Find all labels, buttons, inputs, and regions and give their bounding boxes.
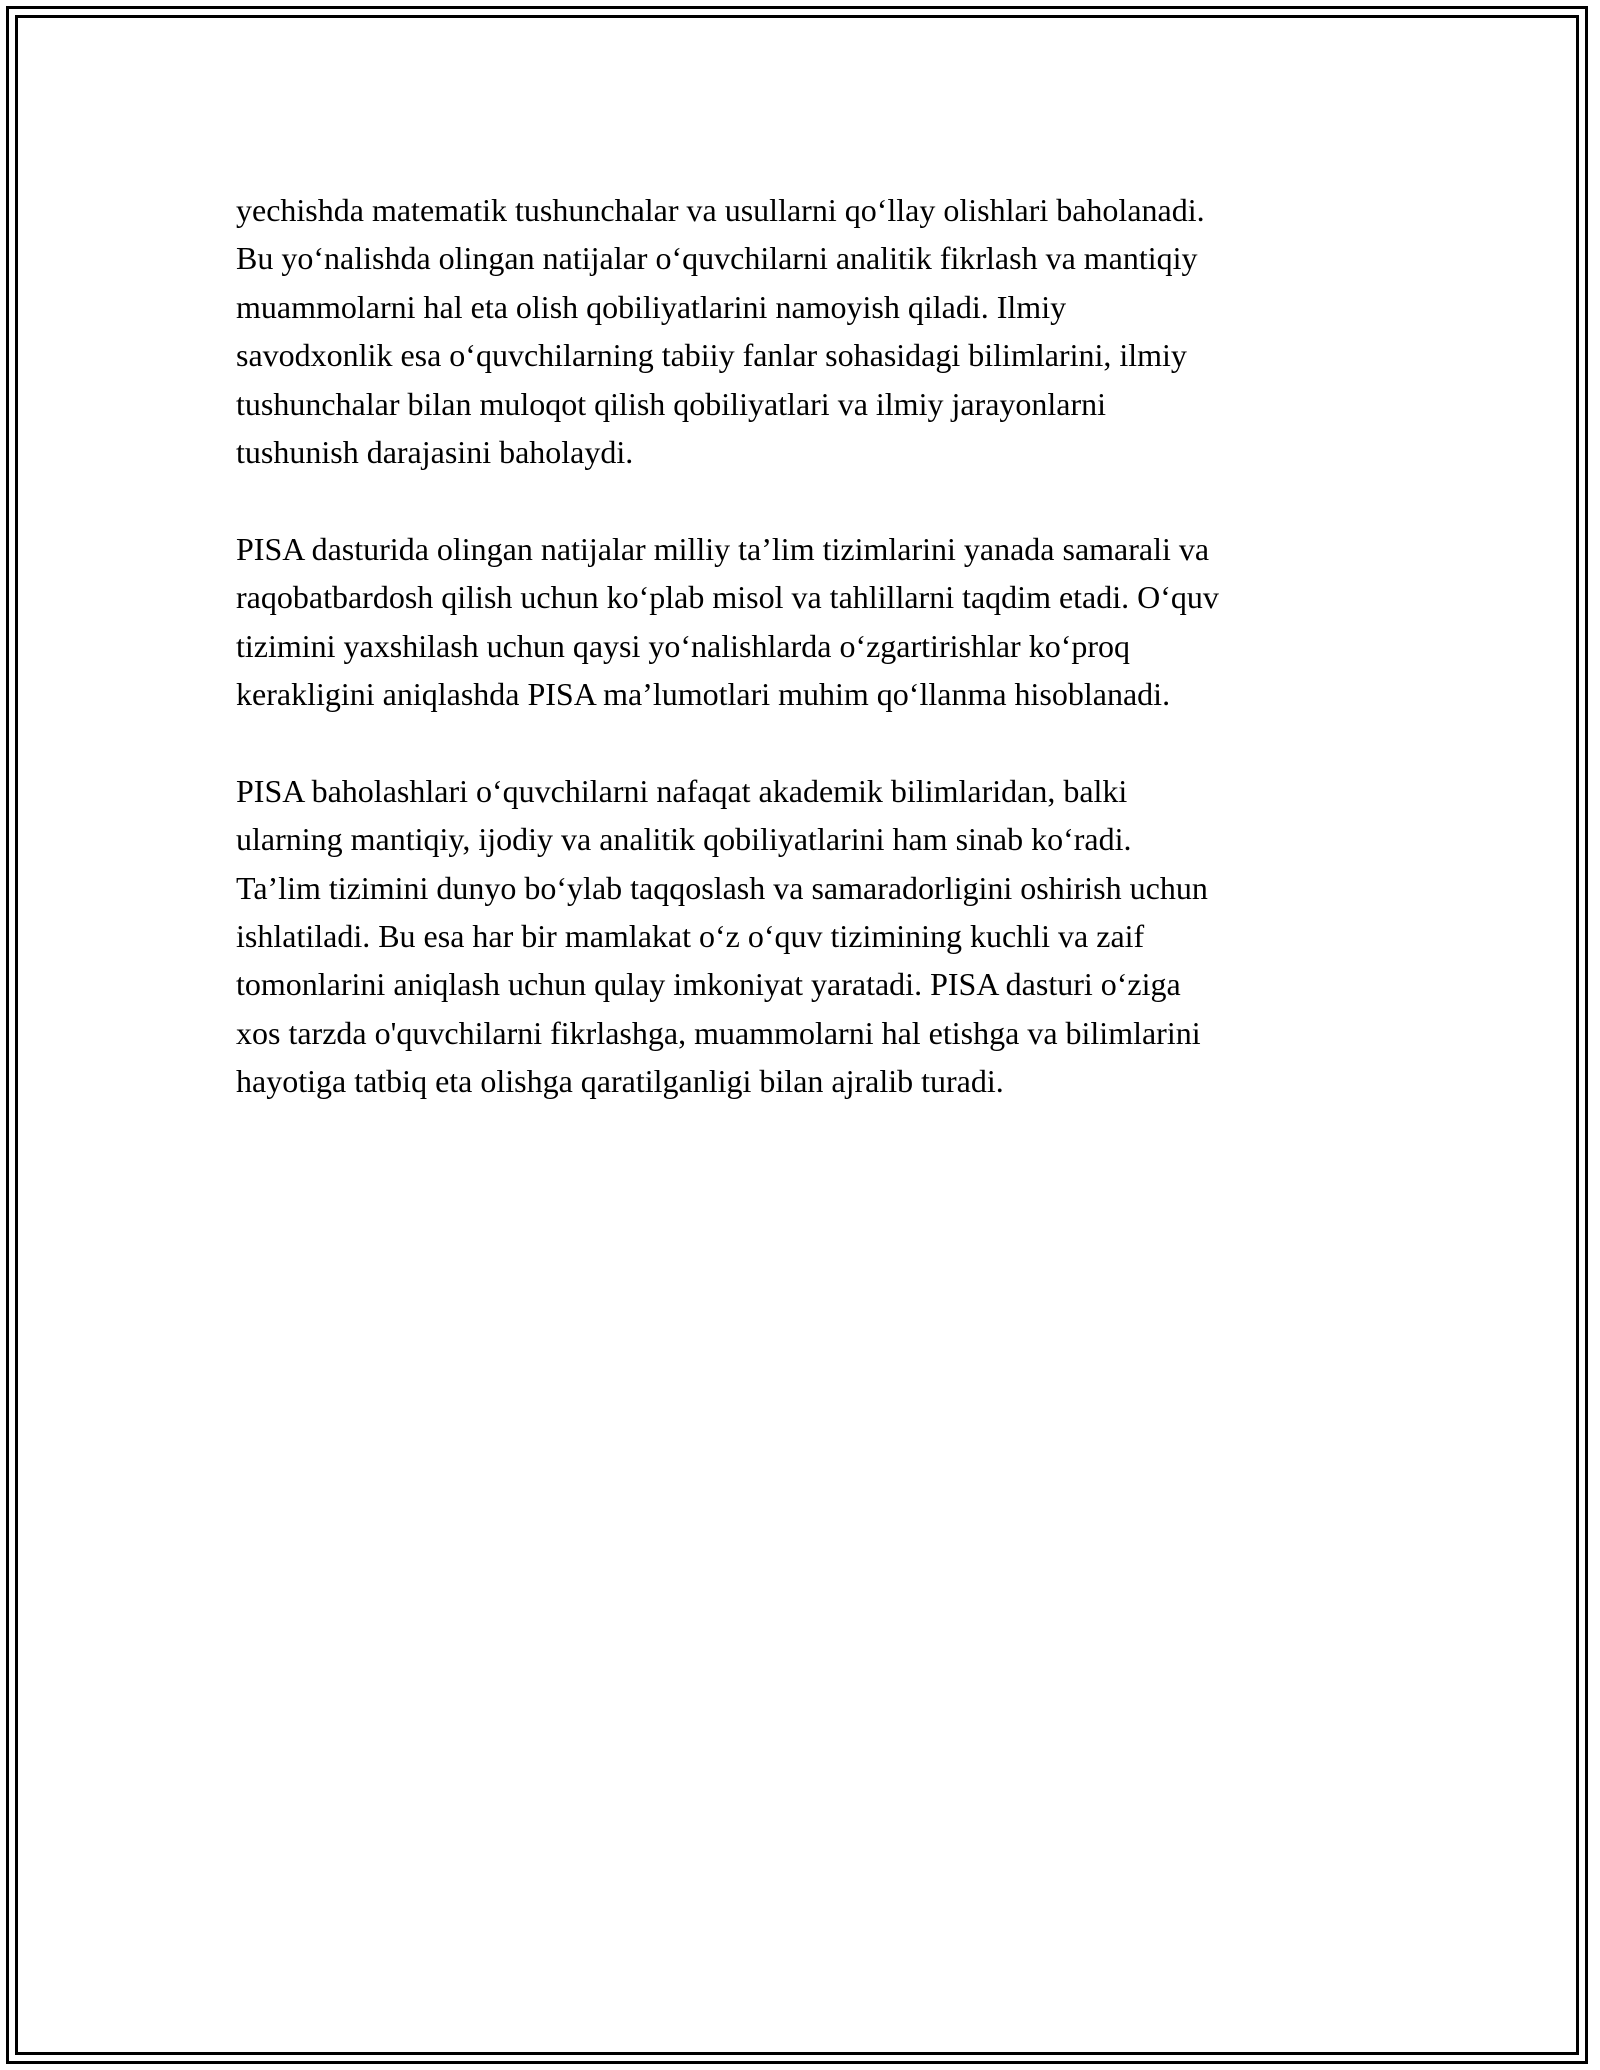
text-line: PISA dasturida olingan natijalar milliy ta’lim tizimlarini yanada samarali va bbox=[236, 530, 1210, 567]
text-line: raqobatbardosh qilish uchun ko‘plab misol va tahlillarni taqdim etadi. O‘quv bbox=[236, 579, 1219, 616]
paragraph-2 bbox=[236, 525, 1376, 719]
text-line: muammolarni hal eta olish qobiliyatlarini namoyish qiladi. Ilmiy bbox=[236, 288, 1067, 325]
paragraph-3 bbox=[236, 767, 1376, 1106]
document-body bbox=[236, 186, 1376, 1106]
text-line: tomonlarini aniqlash uchun qulay imkoniyat yaratadi. PISA dasturi o‘ziga bbox=[236, 966, 1181, 1003]
text-line: hayotiga tatbiq eta olishga qaratilganligi bilan ajralib turadi. bbox=[236, 1063, 1004, 1100]
text-line: tizimini yaxshilash uchun qaysi yo‘nalishlarda o‘zgartirishlar ko‘proq bbox=[236, 627, 1130, 664]
text-line: tushunchalar bilan muloqot qilish qobiliyatlari va ilmiy jarayonlarni bbox=[236, 385, 1107, 422]
text-line: tushunish darajasini baholaydi. bbox=[236, 434, 634, 471]
text-line: PISA baholashlari o‘quvchilarni nafaqat akademik bilimlaridan, balki bbox=[236, 772, 1128, 809]
text-line: savodxonlik esa o‘quvchilarning tabiiy fanlar sohasidagi bilimlarini, ilmiy bbox=[236, 337, 1187, 374]
text-line: Ta’lim tizimini dunyo bo‘ylab taqqoslash va samaradorligini oshirish uchun bbox=[236, 869, 1208, 906]
text-line: yechishda matematik tushunchalar va usullarni qo‘llay olishlari baholanadi. bbox=[236, 192, 1205, 228]
paragraph-1 bbox=[236, 186, 1376, 476]
text-line: xos tarzda o'quvchilarni fikrlashga, muammolarni hal etishga va bilimlarini bbox=[236, 1014, 1201, 1051]
text-line: Bu yo‘nalishda olingan natijalar o‘quvchilarni analitik fikrlash va mantiqiy bbox=[236, 240, 1198, 277]
text-line: ishlatiladi. Bu esa har bir mamlakat o‘z o‘quv tizimining kuchli va zaif bbox=[236, 918, 1145, 955]
text-line: kerakligini aniqlashda PISA ma’lumotlari muhim qo‘llanma hisoblanadi. bbox=[236, 676, 1171, 713]
text-line: ularning mantiqiy, ijodiy va analitik qobiliyatlarini ham sinab ko‘radi. bbox=[236, 821, 1132, 858]
